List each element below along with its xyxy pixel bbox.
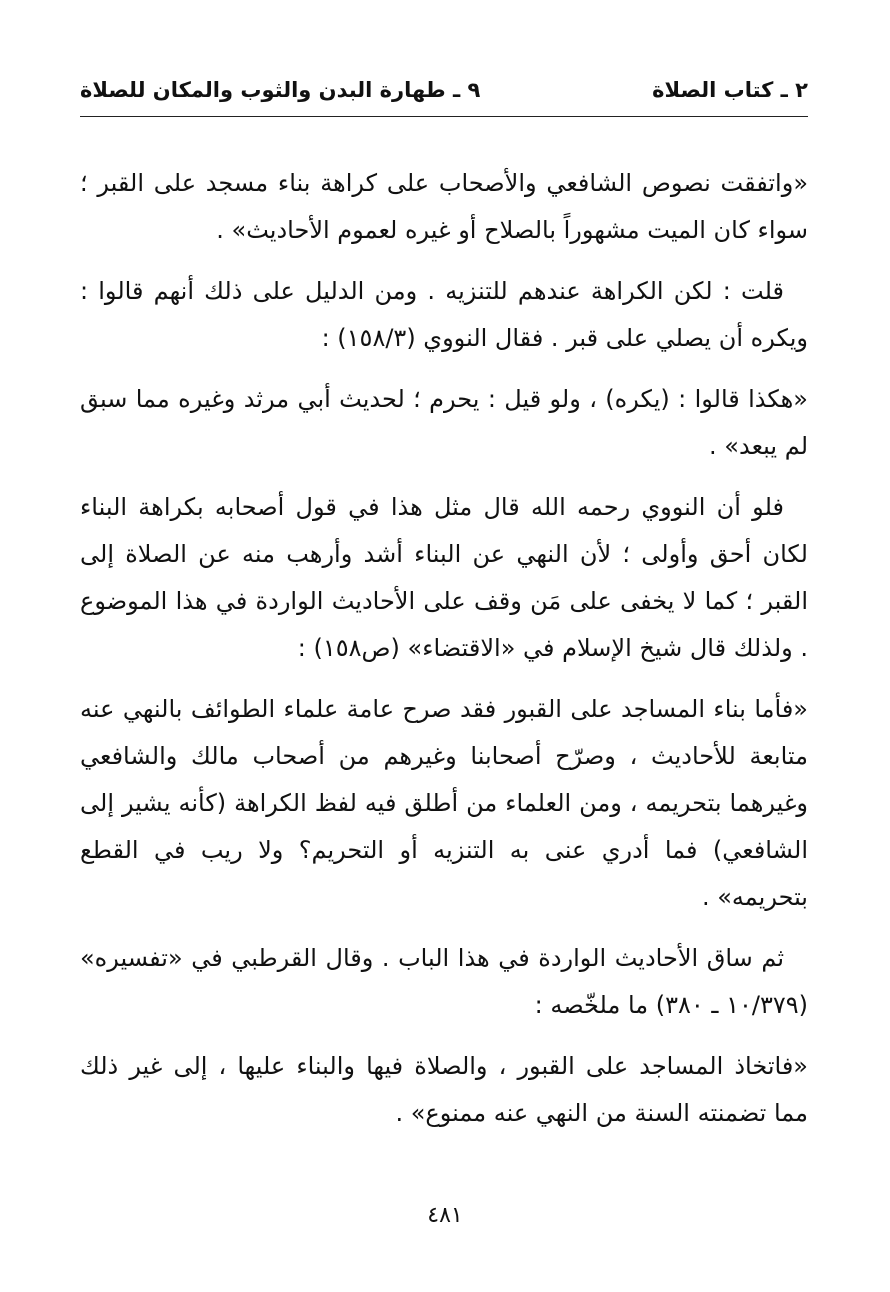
running-header (80, 70, 808, 110)
paragraph-author-comment: قلت : لكن الكراهة عندهم للتنزيه . ومن الدليل على ذلك أنهم قالوا : ويكره أن يصلي على قبر . فقال النووي (١٥٨/٣) : (80, 277, 808, 352)
header-divider (80, 116, 808, 117)
chapter-title: ٢ ـ كتاب الصلاة (652, 78, 808, 102)
paragraph-quote-iqtida: «فأما بناء المساجد على القبور فقد صرح عامة علماء الطوائف بالنهي عنه متابعة للأحاديث ، وصرّح أصحابنا وغيرهم من أصحاب مالك والشافعي وغيرهما بتحريمه ، ومن العلماء من أطلق فيه لفظ الكراهة (كأنه يشير إلى الشافعي) فما أدري عنى به التنزيه أو التحريم؟ ولا ريب في القطع بتحريمه» . (80, 695, 808, 911)
paragraph-argument: فلو أن النووي رحمه الله قال مثل هذا في قول أصحابه بكراهة البناء لكان أحق وأولى ؛ لأن النهي عن البناء أشد وأرهب منه عن الصلاة إلى القبر ؛ كما لا يخفى على مَن وقف على الأحاديث الواردة في هذا الموضوع . ولذلك قال شيخ الإسلام في «الاقتضاء» (ص١٥٨) : (80, 493, 808, 662)
paragraph-qurtubi-intro: ثم ساق الأحاديث الواردة في هذا الباب . وقال القرطبي في «تفسيره» (١٠/٣٧٩ ـ ٣٨٠) ما ملخّصه : (80, 944, 808, 1019)
section-title: ٩ ـ طهارة البدن والثوب والمكان للصلاة (80, 78, 481, 102)
paragraph-quote-nawawi: «واتفقت نصوص الشافعي والأصحاب على كراهة بناء مسجد على القبر ؛ سواء كان الميت مشهوراً بالصلاح أو غيره لعموم الأحاديث» . (80, 169, 808, 244)
paragraph-quote-qurtubi: «فاتخاذ المساجد على القبور ، والصلاة فيها والبناء عليها ، إلى غير ذلك مما تضمنته السنة من النهي عنه ممنوع» . (80, 1052, 808, 1127)
page-number: ٤٨١ (427, 1203, 463, 1228)
main-text (80, 160, 808, 1151)
paragraph-quote-yukrah: «هكذا قالوا : (يكره) ، ولو قيل : يحرم ؛ لحديث أبي مرثد وغيره مما سبق لم يبعد» . (80, 385, 808, 460)
